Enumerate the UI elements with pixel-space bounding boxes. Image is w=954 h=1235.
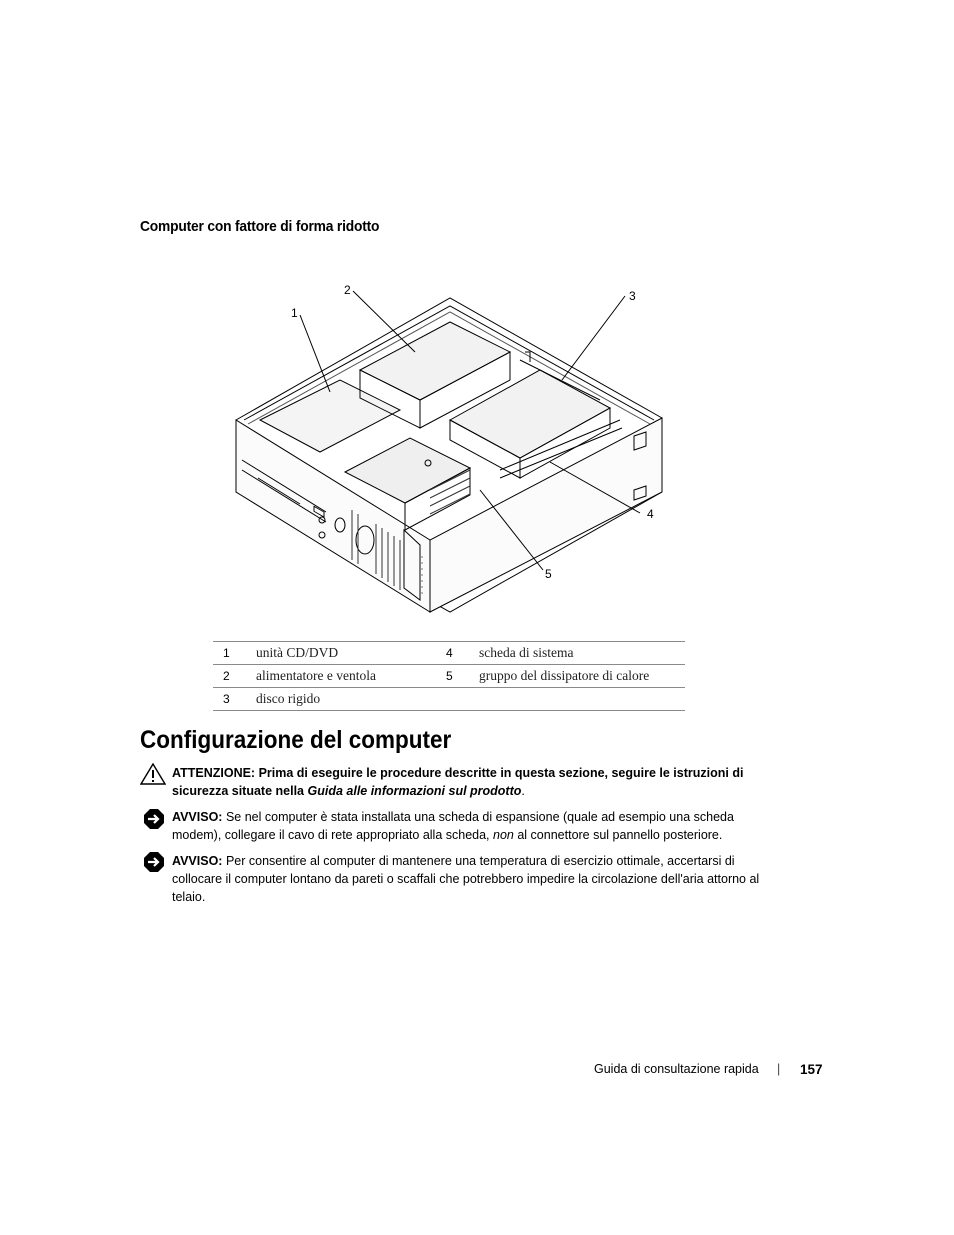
footer-doc-title: Guida di consultazione rapida <box>594 1062 759 1076</box>
callout-4: 4 <box>647 507 654 521</box>
caution-icon <box>140 763 166 785</box>
callout-line-3 <box>562 296 625 380</box>
footer-separator: | <box>777 1062 781 1076</box>
notice-icon <box>143 808 165 830</box>
notice-1-text: Se nel computer è stata installata una scheda di espansione (quale ad esempio una scheda modem), collegare il cavo di rete appropriato alla scheda, <box>172 810 734 842</box>
callout-2: 2 <box>344 283 351 297</box>
computer-diagram <box>228 280 668 625</box>
notice-1-emphasis: non <box>493 828 514 842</box>
caution-note <box>172 764 762 800</box>
legend-number: 3 <box>213 688 256 711</box>
legend-text: unità CD/DVD <box>256 642 436 665</box>
legend-number: 2 <box>213 665 256 688</box>
notice-1-end: al connettore sul pannello posteriore. <box>517 828 723 842</box>
legend-text: alimentatore e ventola <box>256 665 436 688</box>
page-heading: Configurazione del computer <box>140 726 452 754</box>
legend-text: scheda di sistema <box>479 642 685 665</box>
caution-text: Prima di eseguire le procedure descritte in questa sezione, seguire le istruzioni di sicurezza situate nella <box>172 766 744 798</box>
legend-number: 4 <box>436 642 479 665</box>
legend-number <box>436 688 479 711</box>
page-number: 157 <box>800 1062 823 1077</box>
legend-text: disco rigido <box>256 688 436 711</box>
notice-2-text: Per consentire al computer di mantenere una temperatura di esercizio ottimale, accertarsi di collocare il computer lontano da pareti o scaffali che potrebbero impedire la circolazione dell'aria attorno al telaio. <box>172 854 760 904</box>
section-title: Computer con fattore di forma ridotto <box>140 218 380 235</box>
legend-number: 5 <box>436 665 479 688</box>
notice-2-label: AVVISO: <box>172 854 223 868</box>
legend-table <box>213 641 685 711</box>
caution-label: ATTENZIONE: <box>172 766 256 780</box>
callout-1: 1 <box>291 306 298 320</box>
callout-5: 5 <box>545 567 552 581</box>
legend-text: gruppo del dissipatore di calore <box>479 665 685 688</box>
notice-1-label: AVVISO: <box>172 810 223 824</box>
legend-text <box>479 688 685 711</box>
caution-doc-title: Guida alle informazioni sul prodotto <box>307 784 522 798</box>
notice-2 <box>172 852 762 906</box>
notice-icon <box>143 851 165 873</box>
table-row <box>213 642 685 665</box>
table-row <box>213 665 685 688</box>
table-row <box>213 688 685 711</box>
notice-1 <box>172 808 762 844</box>
callout-3: 3 <box>629 289 636 303</box>
legend-number: 1 <box>213 642 256 665</box>
caution-end: . <box>521 784 525 798</box>
